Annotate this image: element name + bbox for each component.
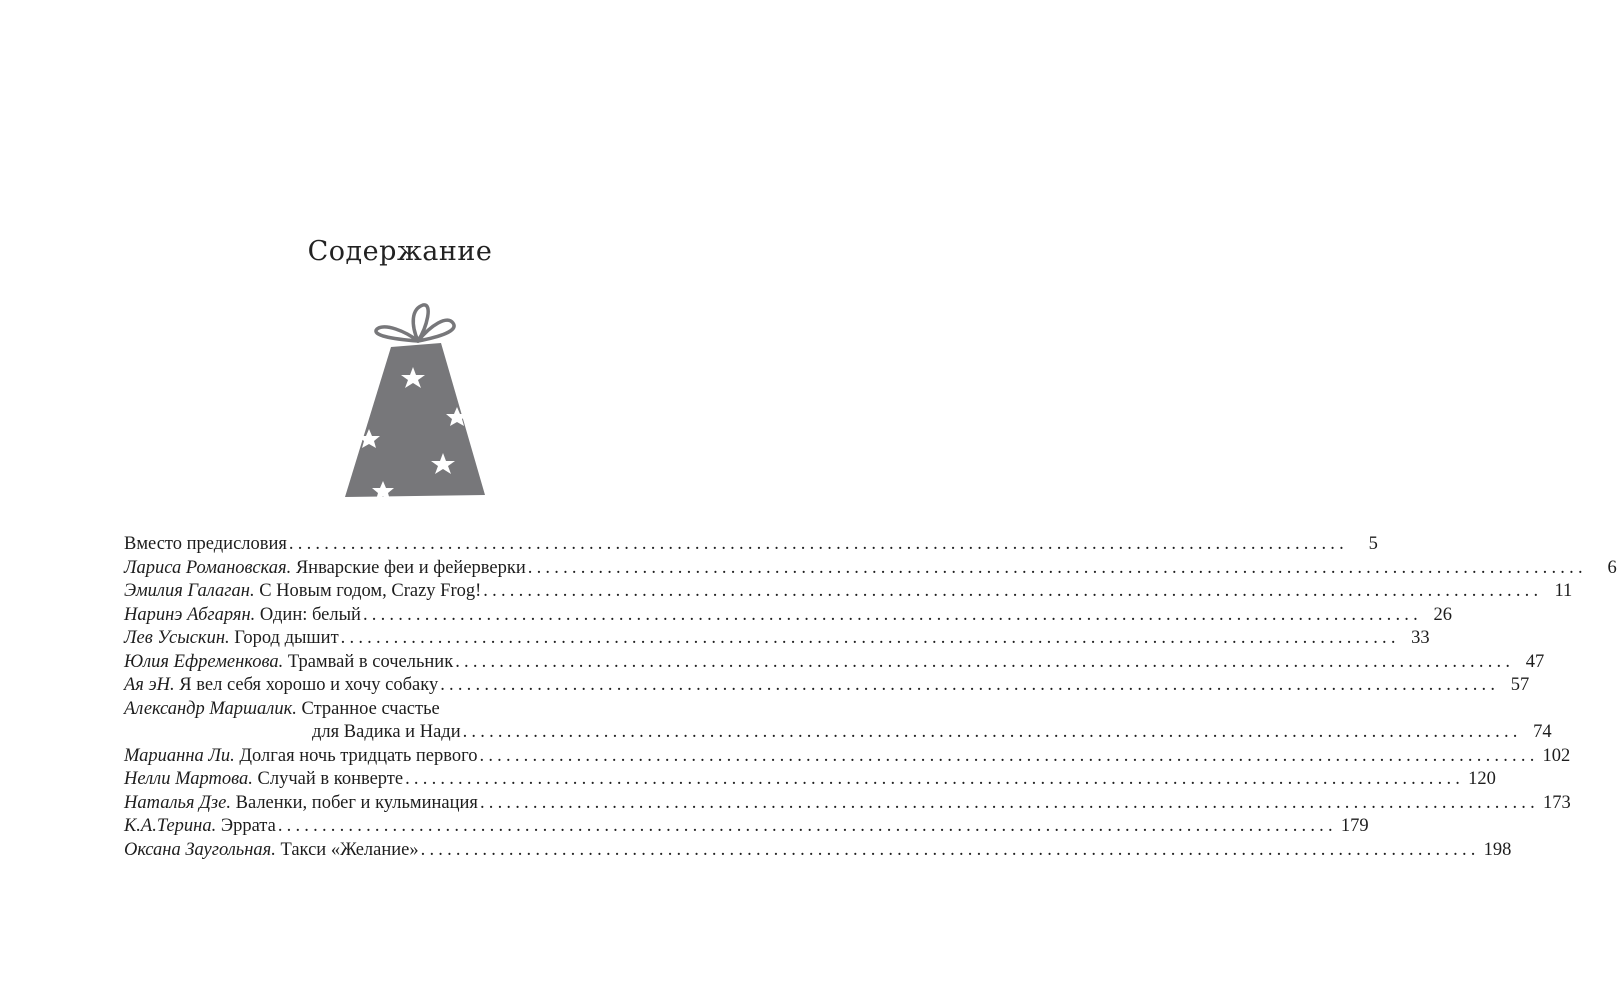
toc-page-number: 173 (1542, 792, 1571, 813)
toc-title: Январские феи и фейерверки (295, 557, 526, 578)
toc-title: Странное счастье (301, 698, 440, 719)
toc-entry-text (124, 557, 526, 581)
dot-leader: ........................................................................................................................ (405, 769, 1465, 789)
toc-entry (124, 604, 1452, 628)
toc-entry-text (124, 627, 339, 651)
toc-title: Город дышит (234, 628, 339, 648)
toc-entry-continuation (124, 721, 1552, 745)
dot-leader: ........................................................................................................................ (527, 557, 1587, 578)
dot-leader: ........................................................................................................................ (479, 745, 1539, 766)
toc-entry (124, 580, 1573, 604)
toc-author: Юлия Ефременкова. (124, 651, 284, 672)
toc-page-number: 57 (1510, 675, 1530, 695)
toc-entry (124, 557, 1617, 581)
toc-title: Валенки, побег и кульминация (235, 792, 478, 813)
toc-title: Долгая ночь тридцать первого (239, 745, 478, 766)
toc-page-number: 6 (1607, 557, 1617, 578)
toc-title: Эррата (220, 816, 276, 836)
toc-entry-text (124, 745, 478, 769)
toc-author: Лариса Романовская. (124, 557, 292, 578)
toc-page-number: 198 (1483, 839, 1512, 860)
toc-page-number: 74 (1533, 722, 1552, 742)
toc-title: Я вел себя хорошо и хочу собаку (179, 675, 439, 695)
toc-entry-text (124, 651, 453, 675)
dot-leader: ........................................................................................................................ (462, 722, 1522, 742)
dot-leader: ........................................................................................................................ (288, 534, 1348, 554)
toc-author: Нелли Мартова. (124, 769, 253, 789)
toc-title-continuation: для Вадика и Нади (312, 722, 461, 742)
dot-leader: ........................................................................................................................ (479, 792, 1539, 813)
toc-title: Один: белый (259, 604, 361, 625)
toc-page-number: 11 (1554, 581, 1573, 601)
dot-leader: ........................................................................................................................ (455, 651, 1515, 672)
christmas-tree-icon (335, 295, 495, 505)
toc-author: Эмилия Галаган. (124, 581, 255, 601)
toc-entry-text (124, 580, 481, 604)
dot-leader: ........................................................................................................................ (440, 675, 1500, 695)
toc-entry-text (124, 815, 276, 839)
toc-title: Случай в конверте (257, 769, 404, 789)
dot-leader: ........................................................................................................................ (420, 839, 1480, 860)
toc-entry-text (124, 674, 438, 698)
dot-leader: ........................................................................................................................ (340, 628, 1400, 648)
toc-author: Наталья Дзе. (124, 792, 231, 813)
toc-entry (124, 651, 1545, 675)
toc-entry (124, 768, 1496, 792)
toc-title: С Новым годом, Crazy Frog! (259, 581, 482, 601)
toc-entry-text (124, 698, 440, 722)
toc-entry (124, 674, 1530, 698)
toc-entry (124, 815, 1369, 839)
toc-entry-text (124, 792, 478, 816)
page-title: Содержание (307, 236, 493, 267)
toc-title: Трамвай в сочельник (287, 651, 454, 672)
toc-page-number: 5 (1368, 534, 1378, 554)
toc-entry (124, 533, 1378, 557)
toc-author: Марианна Ли. (124, 745, 235, 766)
toc-page-number: 47 (1525, 651, 1545, 672)
dot-leader: ........................................................................................................................ (483, 581, 1543, 601)
toc-page-number: 120 (1468, 769, 1496, 789)
toc-entry (124, 745, 1571, 769)
toc-title: Вместо предисловия (124, 534, 287, 554)
toc-entry (124, 839, 1512, 863)
bow-icon (376, 305, 454, 341)
toc-page-number: 33 (1411, 628, 1430, 648)
toc-entry-text (124, 839, 419, 863)
toc-author: Александр Маршалик. (124, 698, 297, 719)
toc-entry (124, 792, 1571, 816)
toc-author: Оксана Заугольная. (124, 839, 276, 860)
toc-author: Наринэ Абгарян. (124, 604, 256, 625)
dot-leader: ........................................................................................................................ (362, 604, 1422, 625)
toc-entry-text (124, 533, 287, 557)
tree-body (345, 343, 485, 497)
toc-author: К.А.Терина. (124, 816, 217, 836)
toc-page-number: 179 (1340, 816, 1369, 836)
toc-page-number: 26 (1433, 604, 1452, 625)
toc-title: Такси «Желание» (280, 839, 419, 860)
toc-entry (124, 698, 685, 722)
toc-author: Ая эН. (124, 675, 175, 695)
table-of-contents (124, 533, 1617, 862)
toc-author: Лев Усыскин. (124, 628, 230, 648)
toc-entry-text (124, 768, 403, 792)
dot-leader: ........................................................................................................................ (277, 816, 1337, 836)
toc-page-number: 102 (1542, 745, 1571, 766)
toc-entry-text (124, 604, 361, 628)
toc-entry (124, 627, 1430, 651)
toc-entry-text (312, 721, 461, 745)
